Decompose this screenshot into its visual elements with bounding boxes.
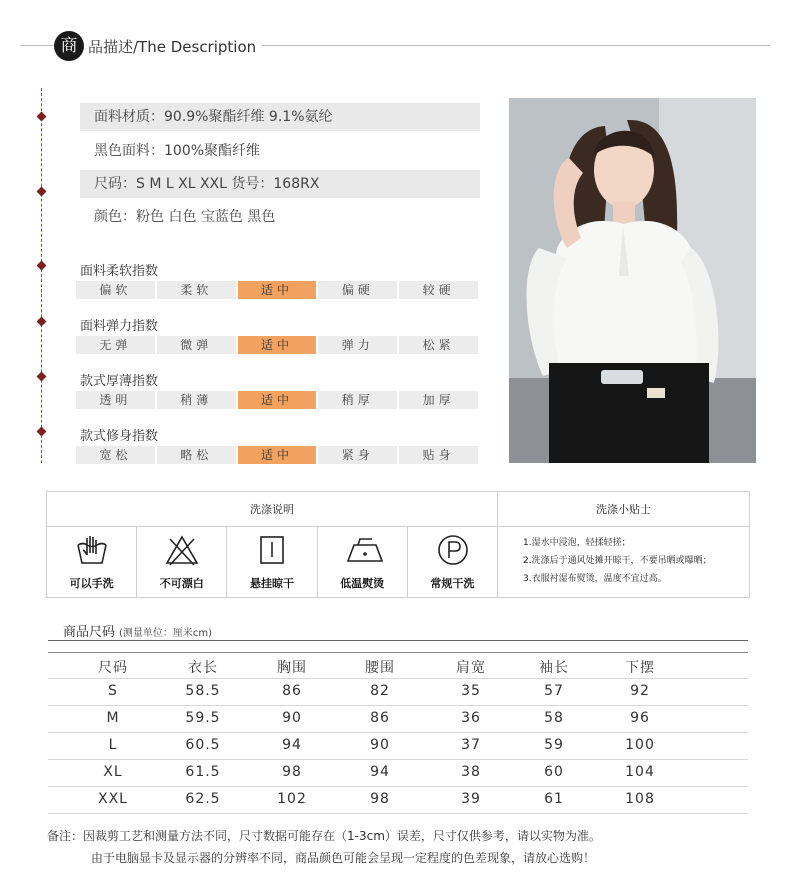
size-cell: 100 — [625, 737, 655, 753]
size-cell: 胸围 — [277, 660, 307, 676]
size-table-header-row — [48, 652, 748, 679]
wash-tip: 2.洗涤后于通风处摊开晾干，不要吊晒或曝晒； — [523, 556, 712, 566]
wash-tips-header: 洗涤小贴士 — [498, 492, 749, 527]
size-cell: 58.5 — [185, 683, 221, 699]
size-cell: 下摆 — [625, 660, 655, 676]
black-fabric-info: 黑色面料：100%聚酯纤维 — [94, 143, 261, 159]
size-cell: 61.5 — [185, 764, 221, 780]
size-cell: 92 — [630, 683, 650, 699]
size-cell: XXL — [98, 791, 128, 807]
index-option-selected: 适中 — [238, 336, 317, 354]
size-cell: 104 — [625, 764, 655, 780]
size-cell: 94 — [282, 737, 302, 753]
index-option: 偏软 — [76, 281, 155, 299]
index-scale — [76, 336, 478, 354]
rule-marker — [37, 187, 47, 197]
index-option: 稍薄 — [157, 391, 236, 409]
index-option: 稍厚 — [318, 391, 397, 409]
size-cell: S — [108, 683, 118, 699]
index-title: 面料柔软指数 — [80, 264, 159, 279]
index-option: 紧身 — [318, 446, 397, 464]
size-cell: 62.5 — [185, 791, 221, 807]
size-cell: 86 — [282, 683, 302, 699]
index-scale — [76, 391, 478, 409]
index-option: 贴身 — [399, 446, 478, 464]
note-color: 由于电脑显卡及显示器的分辨率不同，商品颜色可能会呈现一定程度的色差现象，请放心选购！ — [91, 851, 596, 865]
index-title: 面料弹力指数 — [80, 319, 159, 334]
size-cell: 61 — [544, 791, 564, 807]
size-cell: 57 — [544, 683, 564, 699]
wash-item-hang-dry — [227, 527, 317, 597]
wash-item-label: 可以手洗 — [69, 577, 114, 590]
size-cell: 袖长 — [539, 660, 569, 676]
no-bleach-icon — [165, 533, 199, 567]
size-cell: 102 — [277, 791, 307, 807]
index-scale — [76, 446, 478, 464]
size-table-divider — [48, 640, 748, 641]
header-divider-right — [262, 45, 770, 46]
rule-marker — [37, 427, 47, 437]
size-cell: 37 — [461, 737, 481, 753]
size-cell: 108 — [625, 791, 655, 807]
size-cell: 肩宽 — [456, 660, 486, 676]
hand-wash-icon — [75, 533, 109, 567]
rule-marker — [37, 112, 47, 122]
material-composition: 面料材质：90.9%聚酯纤维 9.1%氨纶 — [80, 103, 480, 131]
size-cell: 59.5 — [185, 710, 221, 726]
table-row — [48, 733, 748, 760]
table-row — [48, 787, 748, 814]
size-cell: 86 — [370, 710, 390, 726]
vertical-dotted-rule — [41, 88, 42, 463]
size-cell: 96 — [630, 710, 650, 726]
size-cell: 98 — [370, 791, 390, 807]
hang-dry-icon — [255, 533, 289, 567]
wash-instructions-table — [46, 491, 750, 598]
wash-tip: 3.衣服衬湿布熨烫，温度不宜过高。 — [523, 574, 667, 584]
size-cell: 腰围 — [365, 660, 395, 676]
rule-marker — [37, 372, 47, 382]
size-cell: 38 — [461, 764, 481, 780]
index-title: 款式厚薄指数 — [80, 374, 159, 389]
index-option: 松紧 — [399, 336, 478, 354]
table-row — [48, 706, 748, 733]
note-measurement: 备注：因裁剪工艺和测量方法不同，尺寸数据可能存在（1-3cm）误差，尺寸仅供参考，请以实物为准。 — [47, 829, 601, 843]
size-table-heading: 商品尺码 — [63, 625, 116, 640]
size-cell: L — [108, 737, 118, 753]
color-info: 颜色：粉色 白色 宝蓝色 黑色 — [94, 209, 276, 225]
index-option: 加厚 — [399, 391, 478, 409]
index-option: 略松 — [157, 446, 236, 464]
size-cell: 82 — [370, 683, 390, 699]
index-option: 微弹 — [157, 336, 236, 354]
dry-clean-icon — [436, 533, 470, 567]
table-row — [48, 679, 748, 706]
size-cell: 94 — [370, 764, 390, 780]
size-table — [48, 652, 748, 814]
product-photo — [509, 98, 756, 463]
size-cell: 58 — [544, 710, 564, 726]
index-option: 宽松 — [76, 446, 155, 464]
size-cell: 39 — [461, 791, 481, 807]
index-option: 较硬 — [399, 281, 478, 299]
size-cell: 60.5 — [185, 737, 221, 753]
size-cell: 35 — [461, 683, 481, 699]
wash-tips-list — [523, 534, 712, 588]
index-option: 无弹 — [76, 336, 155, 354]
index-title: 款式修身指数 — [80, 429, 159, 444]
size-cell: 36 — [461, 710, 481, 726]
size-table-unit: (测量单位：厘米cm) — [119, 628, 213, 639]
index-option: 弹力 — [318, 336, 397, 354]
wash-item-label: 不可漂白 — [159, 577, 204, 590]
header-badge: 商 — [54, 31, 84, 61]
wash-item-label: 悬挂晾干 — [249, 577, 294, 590]
size-cell: 59 — [544, 737, 564, 753]
size-cell: 衣长 — [188, 660, 218, 676]
table-row — [48, 760, 748, 787]
index-scale — [76, 281, 478, 299]
size-sku-info: 尺码：S M L XL XXL 货号：168RX — [80, 170, 480, 198]
size-cell: M — [106, 710, 120, 726]
index-option-selected: 适中 — [238, 391, 317, 409]
index-option: 柔软 — [157, 281, 236, 299]
header-divider-left — [20, 45, 56, 46]
wash-item-label: 常规干洗 — [430, 577, 475, 590]
size-table-title — [63, 621, 212, 640]
section-title: 品描述/The Description — [88, 38, 257, 56]
index-option: 偏硬 — [318, 281, 397, 299]
wash-instructions-header: 洗涤说明 — [47, 492, 498, 527]
size-cell: 90 — [282, 710, 302, 726]
wash-item-label: 低温熨烫 — [340, 577, 385, 590]
index-option-selected: 适中 — [238, 281, 317, 299]
size-cell: 尺码 — [98, 660, 128, 676]
wash-item-no-bleach — [137, 527, 227, 597]
wash-item-dry-clean — [408, 527, 498, 597]
rule-marker — [37, 261, 47, 271]
size-cell: 60 — [544, 764, 564, 780]
index-option: 透明 — [76, 391, 155, 409]
size-cell: 98 — [282, 764, 302, 780]
low-iron-icon — [346, 533, 386, 567]
index-option-selected: 适中 — [238, 446, 317, 464]
size-cell: XL — [103, 764, 123, 780]
wash-item-hand-wash — [47, 527, 137, 597]
rule-marker — [37, 317, 47, 327]
wash-item-low-iron — [318, 527, 408, 597]
wash-tip: 1.湿水中浸泡，轻揉轻搓； — [523, 538, 631, 548]
size-cell: 90 — [370, 737, 390, 753]
